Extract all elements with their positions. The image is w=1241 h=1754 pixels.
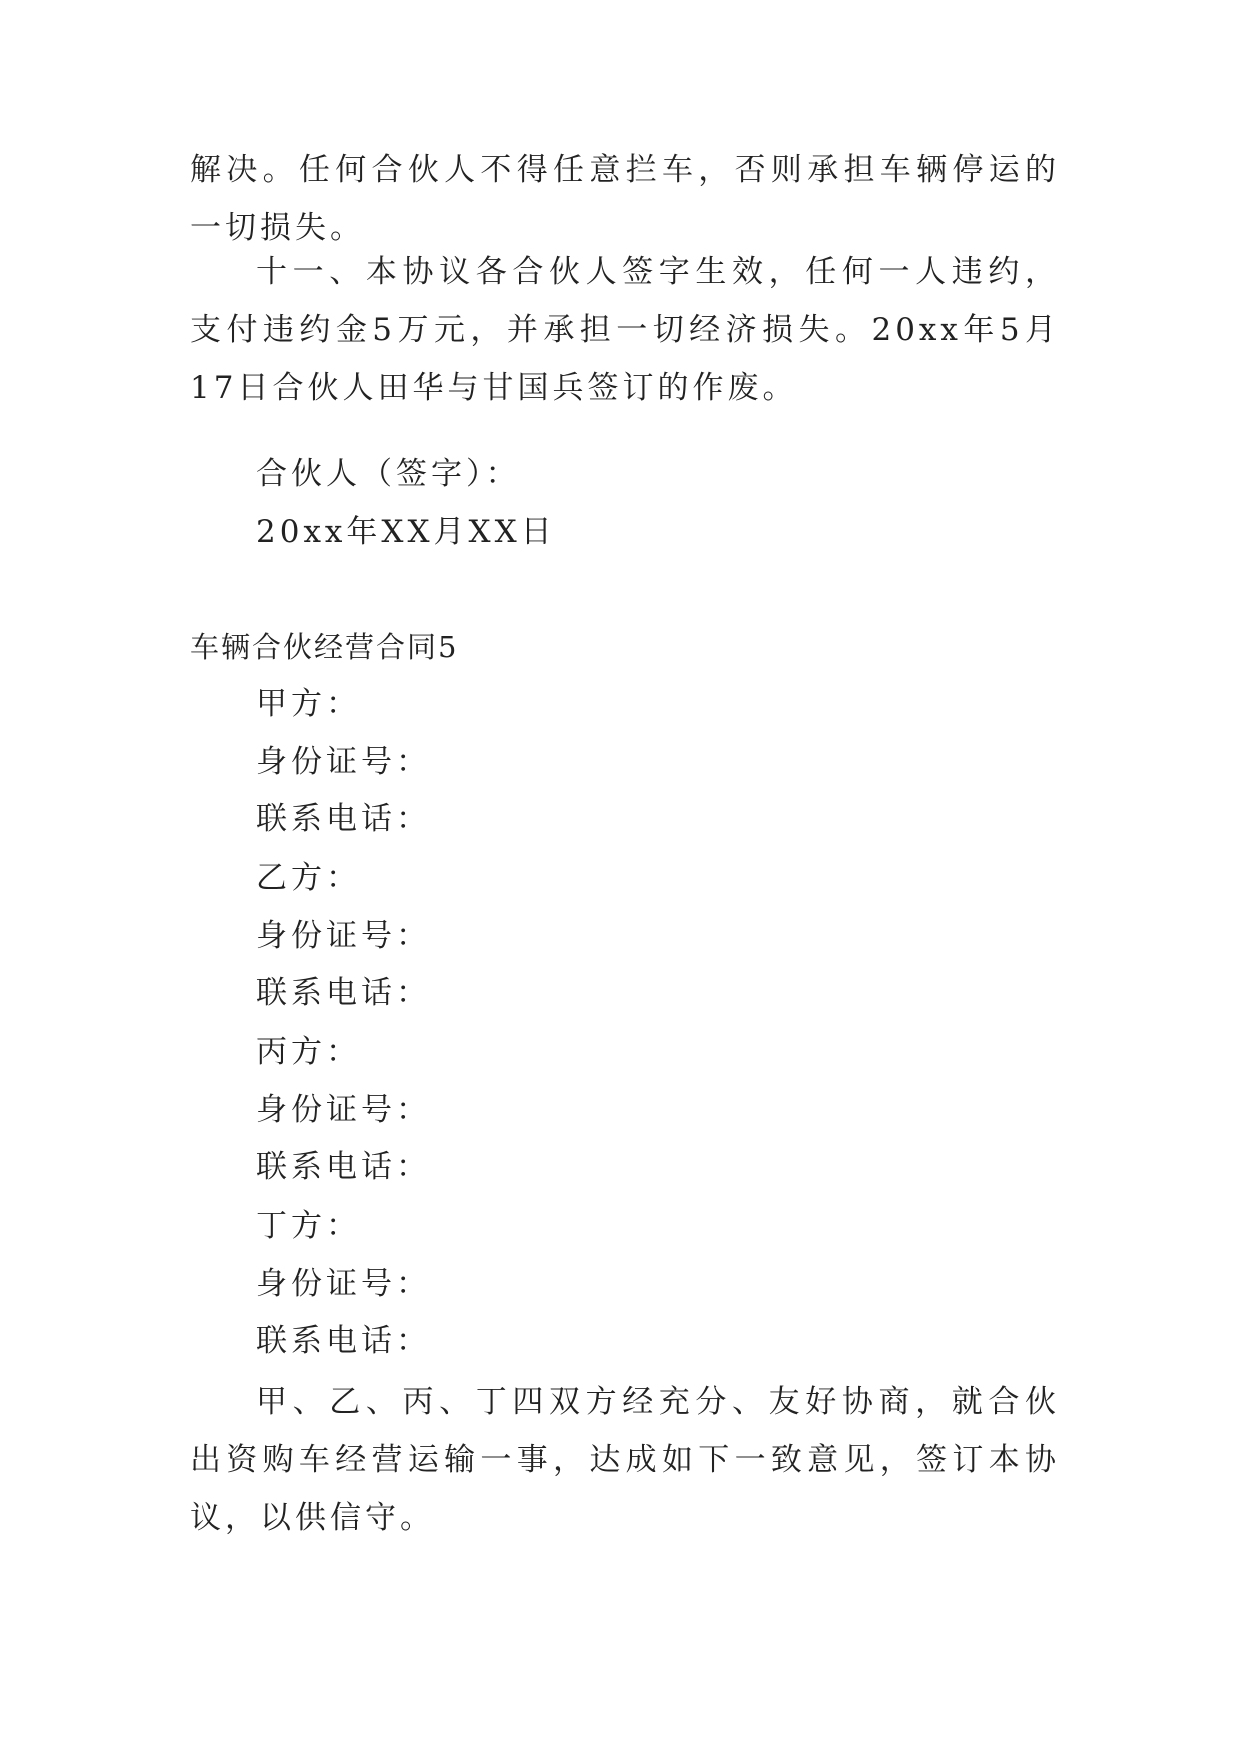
party-b-label: 乙方： bbox=[256, 860, 361, 896]
clause-eleven-paragraph: 十一、本协议各合伙人签字生效，任何一人违约，支付违约金5万元，并承担一切经济损失。20xx年5月17日合伙人田华与甘国兵签订的作废。 bbox=[190, 254, 1060, 406]
preamble-paragraph: 甲、乙、丙、丁四双方经充分、友好协商，就合伙出资购车经营运输一事，达成如下一致意见，签订本协议，以供信守。 bbox=[190, 1384, 1060, 1536]
contract-title: 车辆合伙经营合同5 bbox=[190, 630, 459, 664]
party-d-label: 丁方： bbox=[256, 1208, 361, 1244]
party-b-id-label: 身份证号： bbox=[256, 918, 431, 954]
party-c-label: 丙方： bbox=[256, 1034, 361, 1070]
party-c-id-label: 身份证号： bbox=[256, 1092, 431, 1128]
signature-date: 20xx年XX月XX日 bbox=[256, 514, 556, 550]
continuation-paragraph: 解决。任何合伙人不得任意拦车，否则承担车辆停运的一切损失。 bbox=[190, 152, 1060, 246]
party-d-id-label: 身份证号： bbox=[256, 1266, 431, 1302]
party-c-phone-label: 联系电话： bbox=[256, 1149, 431, 1185]
party-a-id-label: 身份证号： bbox=[256, 744, 431, 780]
party-a-label: 甲方： bbox=[256, 686, 361, 722]
party-a-phone-label: 联系电话： bbox=[256, 801, 431, 837]
party-b-phone-label: 联系电话： bbox=[256, 975, 431, 1011]
party-d-phone-label: 联系电话： bbox=[256, 1323, 431, 1359]
signature-label: 合伙人（签字）： bbox=[256, 456, 521, 492]
